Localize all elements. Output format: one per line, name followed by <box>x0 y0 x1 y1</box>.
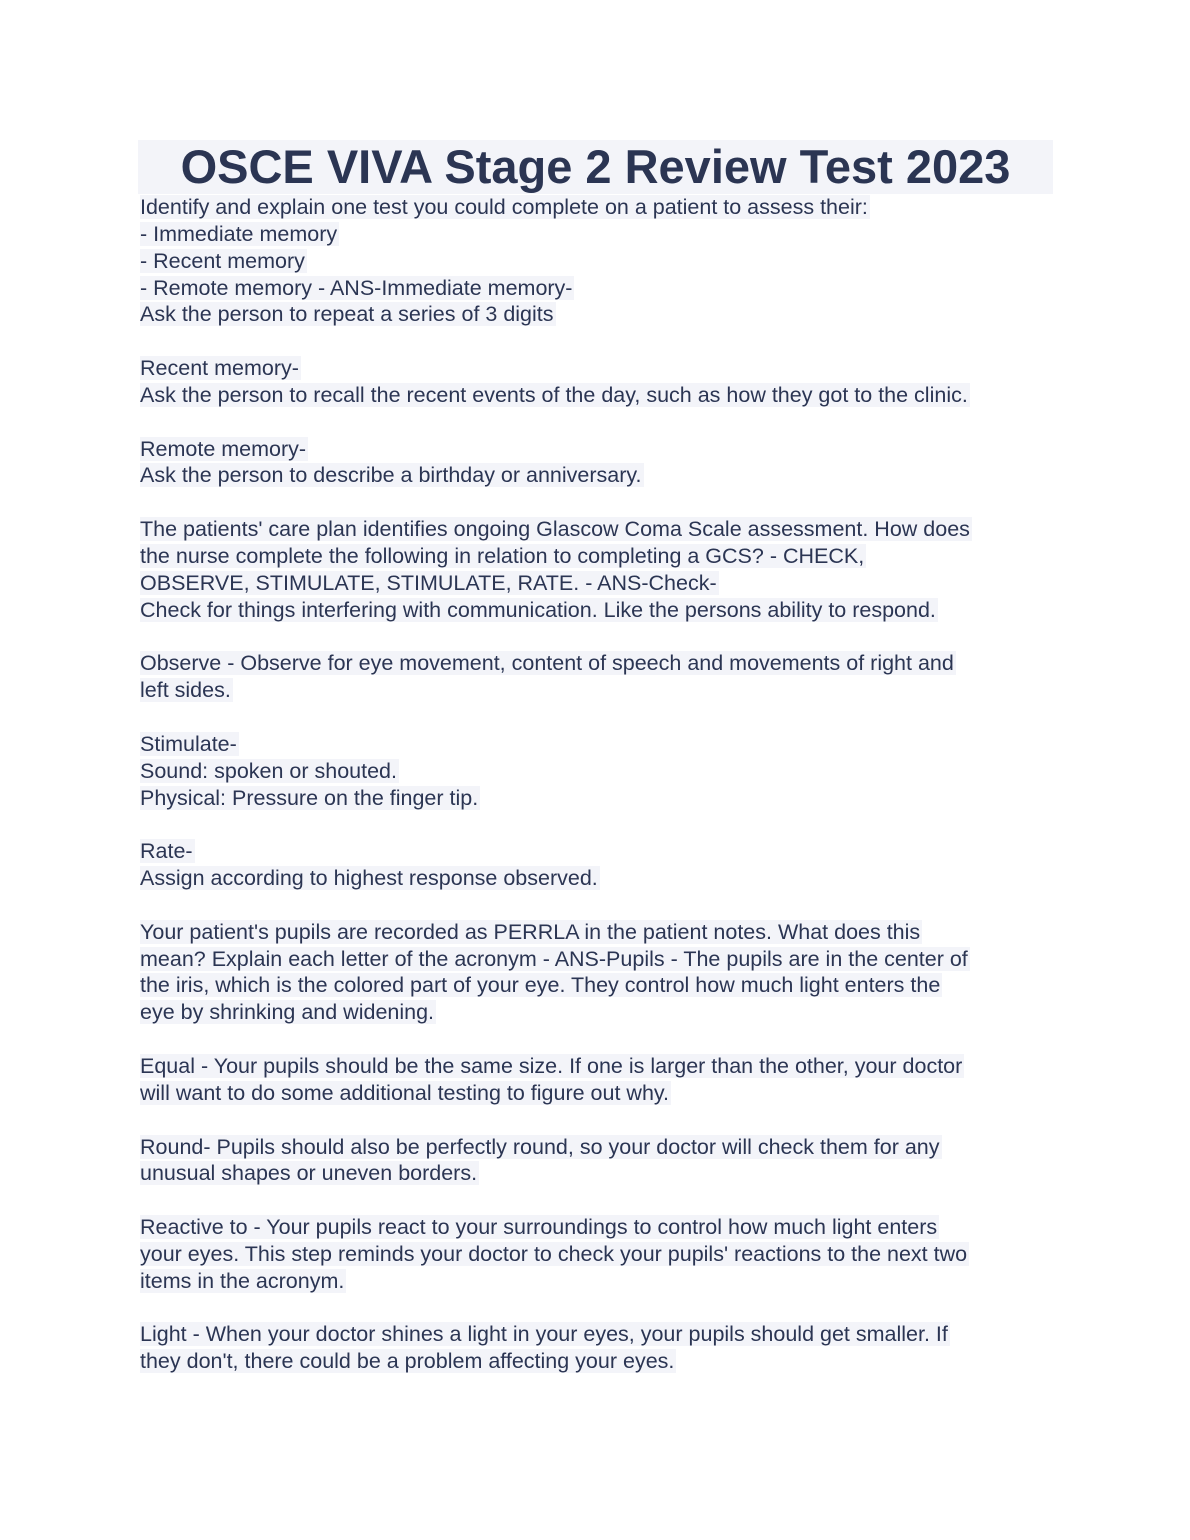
text-line-content: Equal - Your pupils should be the same size. If one is larger than the other, your doctor <box>140 1054 963 1078</box>
text-line-content: - Remote memory - ANS-Immediate memory- <box>140 275 573 300</box>
text-line-content: Check for things interfering with communication. Like the persons ability to respond. <box>140 597 936 622</box>
text-line <box>140 221 1052 248</box>
text-line-content: Ask the person to recall the recent events of the day, such as how they got to the clinic. <box>140 382 968 407</box>
paragraph <box>140 650 1052 704</box>
paragraph-gap <box>140 489 1052 516</box>
text-line <box>140 570 1052 597</box>
text-line <box>140 248 1052 275</box>
text-line <box>140 1160 1052 1187</box>
title-bar <box>138 140 1053 194</box>
text-line <box>140 275 1052 302</box>
text-line-content: Physical: Pressure on the finger tip. <box>140 785 479 810</box>
paragraph <box>140 516 1052 623</box>
text-line-content: Light - When your doctor shines a light in your eyes, your pupils should get smaller. If <box>140 1322 948 1347</box>
text-line-content: Reactive to - Your pupils react to your surroundings to control how much light enters <box>140 1215 938 1240</box>
paragraph <box>140 1134 1052 1188</box>
text-line-content: Your patient's pupils are recorded as PERRLA in the patient notes. What does this <box>140 919 921 944</box>
text-line-content: Ask the person to repeat a series of 3 digits <box>140 302 554 327</box>
text-line <box>140 919 1052 946</box>
text-line-content: Round- Pupils should also be perfectly round, so your doctor will check them for any <box>140 1134 940 1159</box>
paragraph <box>140 355 1052 409</box>
text-line-content: unusual shapes or uneven borders. <box>140 1161 478 1186</box>
text-line <box>140 972 1052 999</box>
text-line-content: your eyes. This step reminds your doctor to check your pupils' reactions to the next two <box>140 1241 968 1266</box>
paragraph <box>140 436 1052 490</box>
text-line <box>140 758 1052 785</box>
text-line-content: - Immediate memory <box>140 221 338 246</box>
text-line <box>140 1268 1052 1295</box>
text-line-content: left sides. <box>140 678 231 703</box>
paragraph-gap <box>140 704 1052 731</box>
text-line <box>140 731 1052 758</box>
text-line-content: the nurse complete the following in relation to completing a GCS? - CHECK, <box>140 543 865 568</box>
paragraph-gap <box>140 1295 1052 1322</box>
text-line-content: OBSERVE, STIMULATE, STIMULATE, RATE. - ANS-Check- <box>140 570 717 595</box>
paragraph-gap <box>140 624 1052 651</box>
text-line <box>140 650 1052 677</box>
text-line-content: Observe - Observe for eye movement, content of speech and movements of right and <box>140 651 954 676</box>
text-line <box>140 462 1052 489</box>
text-line <box>140 946 1052 973</box>
text-line-content: mean? Explain each letter of the acronym - ANS-Pupils - The pupils are in the center of <box>140 946 968 971</box>
paragraph-gap <box>140 409 1052 436</box>
text-line-content: Stimulate- <box>140 731 237 756</box>
paragraph <box>140 731 1052 812</box>
text-line <box>140 785 1052 812</box>
paragraph-gap <box>140 1026 1052 1053</box>
text-line-content: The patients' care plan identifies ongoing Glascow Coma Scale assessment. How does <box>140 517 970 542</box>
text-line-content: Ask the person to describe a birthday or anniversary. <box>140 463 642 488</box>
text-line <box>140 838 1052 865</box>
text-line-content: Rate- <box>140 839 193 864</box>
text-line <box>140 382 1052 409</box>
text-line <box>140 1321 1052 1348</box>
text-line <box>140 1053 1052 1080</box>
text-line <box>140 355 1052 382</box>
paragraph <box>140 1321 1052 1375</box>
text-line-content: items in the acronym. <box>140 1268 345 1293</box>
text-line <box>140 1080 1052 1107</box>
text-line-content: eye by shrinking and widening. <box>140 1000 435 1025</box>
text-line <box>140 677 1052 704</box>
text-line-content: will want to do some additional testing to figure out why. <box>140 1080 670 1105</box>
document-body <box>140 194 1052 1375</box>
text-line-content: Recent memory- <box>140 356 299 381</box>
text-line-content: they don't, there could be a problem affecting your eyes. <box>140 1349 675 1374</box>
text-line <box>140 1134 1052 1161</box>
paragraph <box>140 1053 1052 1107</box>
paragraph-gap <box>140 328 1052 355</box>
paragraph <box>140 1214 1052 1295</box>
text-line <box>140 543 1052 570</box>
text-line-content: Remote memory- <box>140 436 307 461</box>
text-line <box>140 516 1052 543</box>
text-line <box>140 1241 1052 1268</box>
text-line <box>140 436 1052 463</box>
text-line-content: - Recent memory <box>140 248 305 273</box>
text-line <box>140 1348 1052 1375</box>
paragraph-gap <box>140 892 1052 919</box>
paragraph <box>140 838 1052 892</box>
text-line <box>140 999 1052 1026</box>
text-line <box>140 597 1052 624</box>
paragraph-gap <box>140 1107 1052 1134</box>
text-line-content: the iris, which is the colored part of your eye. They control how much light enters the <box>140 973 941 998</box>
text-line-content: Identify and explain one test you could complete on a patient to assess their: <box>140 195 868 219</box>
page-title: OSCE VIVA Stage 2 Review Test 2023 <box>180 140 1011 193</box>
paragraph-gap <box>140 811 1052 838</box>
text-line <box>140 865 1052 892</box>
text-line <box>140 1214 1052 1241</box>
text-line-content: Assign according to highest response observed. <box>140 866 598 891</box>
text-line-content: Sound: spoken or shouted. <box>140 758 397 783</box>
text-line <box>140 194 1052 221</box>
paragraph <box>140 919 1052 1026</box>
paragraph <box>140 194 1052 328</box>
paragraph-gap <box>140 1187 1052 1214</box>
text-line <box>140 301 1052 328</box>
